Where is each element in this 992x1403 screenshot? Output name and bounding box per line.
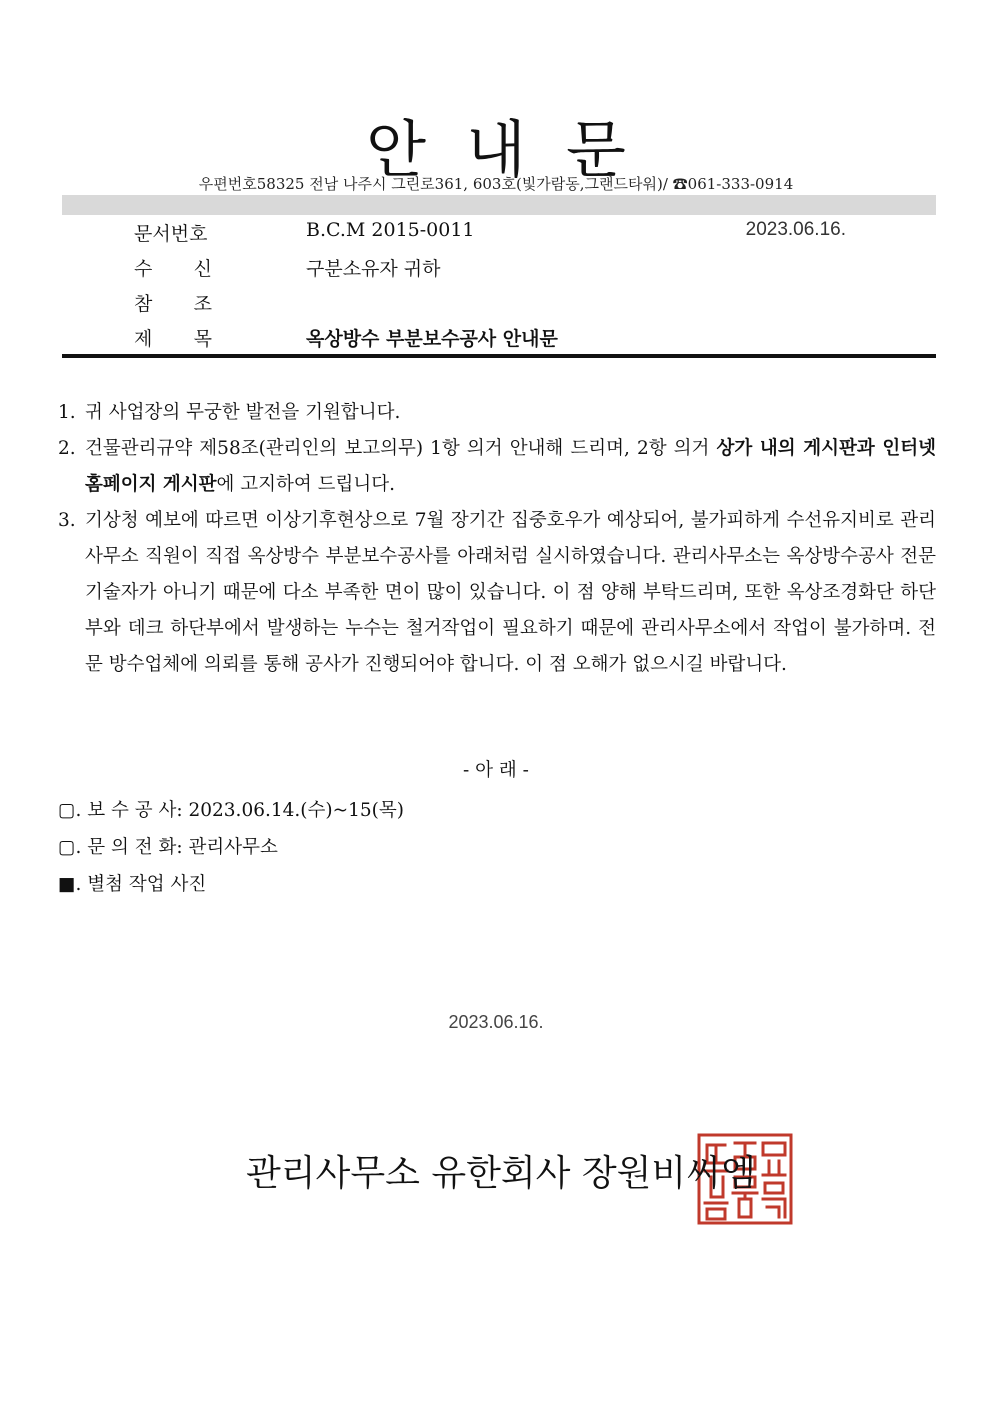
body-item-3: 3. 기상청 예보에 따르면 이상기후현상으로 7월 장기간 집중호우가 예상되어, 불가피하게 수선유지비로 관리사무소 직원이 직접 옥상방수 부분보수공사를 아래처럼 실시하였습니다. 관리사무소는 옥상방수공사 전문기술자가 아니기 때문에 다소 부족한 면이 많이 있습니다. 이 점 양해 부탁드리며, 또한 옥상조경화단 하단부와 데크 하단부에서 발생하는 누수는 철거작업이 필요하기 때문에 관리사무소에서 작업이 불가하며. 전문 방수업체에 의뢰를 통해 공사가 진행되어야 합니다. 이 점 오해가 없으시길 바랍니다. (58, 510, 936, 675)
subject-row (62, 324, 936, 358)
recipient: 구분소유자 귀하 (306, 258, 441, 280)
sender-address: 우편번호58325 전남 나주시 그린로361, 603호(빛가람동,그랜드타워)/ ☎061-333-0914 (198, 175, 794, 193)
body-item-2: 2. 건물관리규약 제58조(관리인의 보고의무) 1항 의거 안내해 드리며, 2항 의거 상가 내의 게시판과 인터넷 홈페이지 게시판에 고지하여 드립니다. (58, 438, 936, 495)
recipient-label: 수 신 (134, 258, 212, 280)
footer-date: 2023.06.16. (448, 1012, 544, 1032)
doc-date: 2023.06.16. (745, 219, 846, 240)
reference-row (62, 289, 936, 323)
body-item-1: 1. 귀 사업장의 무궁한 발전을 기원합니다. (58, 402, 401, 423)
document-title: 안 내 문 (366, 113, 626, 186)
header-band (62, 195, 936, 215)
below-heading: - 아 래 - (463, 760, 529, 781)
detail-repair-period: ▢. 보 수 공 사: 2023.06.14.(수)~15(목) (58, 800, 404, 821)
doc-number-label: 문 서 번 호 (134, 223, 208, 245)
bulletin-board-emphasis: 상가 내의 게시판과 인터넷 홈페이지 게시판 (85, 438, 936, 495)
subject: 옥상방수 부분보수공사 안내문 (306, 328, 558, 350)
header-divider (62, 354, 936, 358)
doc-number: B.C.M 2015-0011 (306, 219, 475, 241)
signature-line: 관리사무소 유한회사 장원비씨엠 (246, 1153, 756, 1194)
doc-number-row (62, 219, 936, 253)
body-text (58, 395, 936, 683)
detail-attachment: ■. 별첨 작업 사진 (58, 874, 207, 895)
detail-contact: ▢. 문 의 전 화: 관리사무소 (58, 837, 278, 858)
details-list (58, 792, 404, 903)
reference-label: 참 조 (134, 293, 212, 315)
subject-label: 제 목 (134, 328, 212, 350)
recipient-row (62, 254, 936, 288)
